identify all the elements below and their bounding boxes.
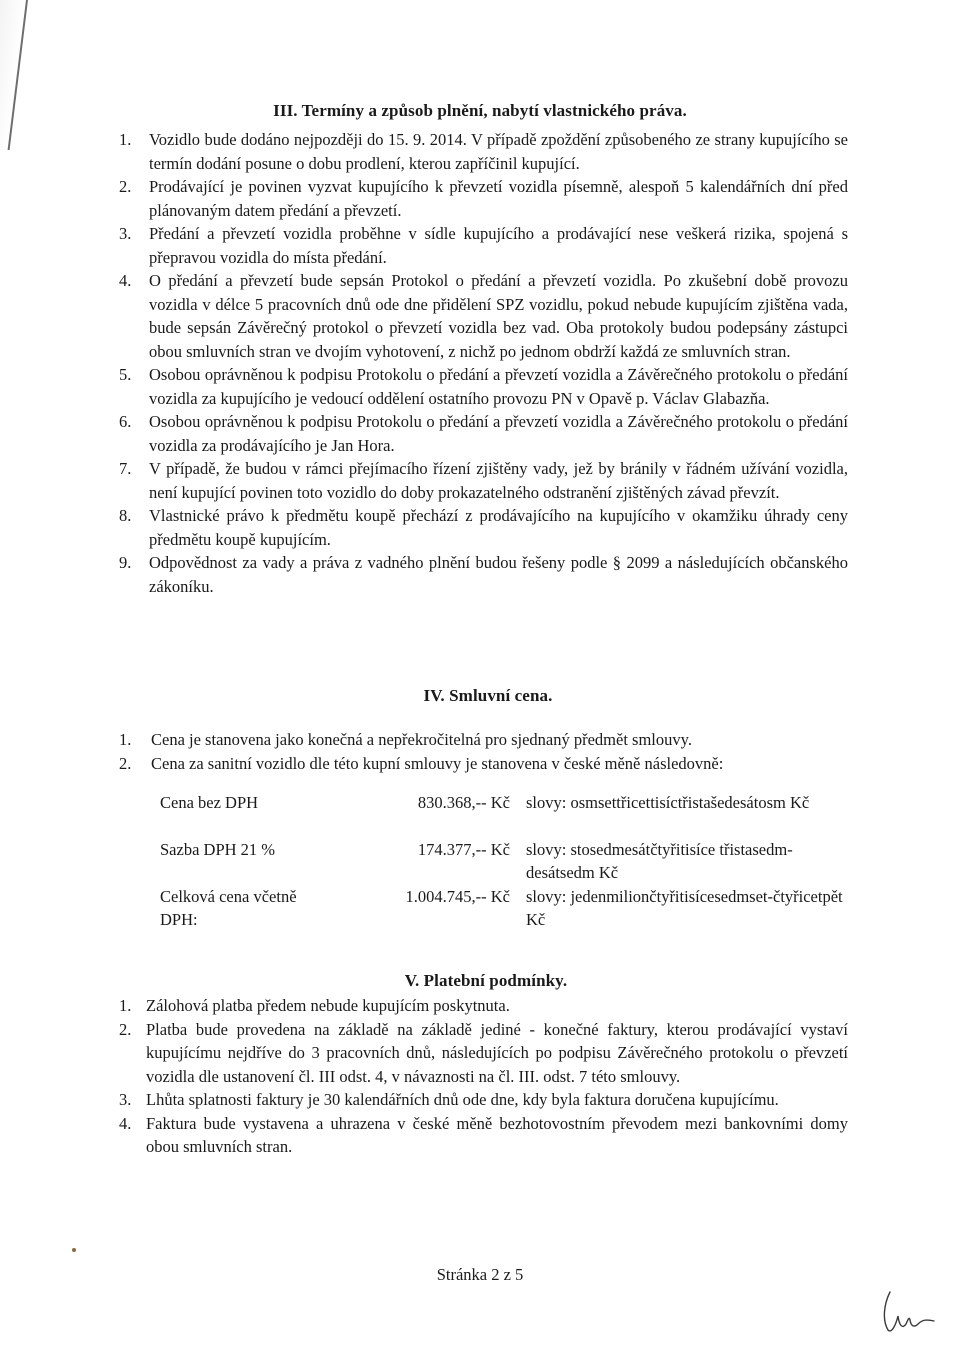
list-item [119,728,848,752]
item-text: Cena je stanovena jako konečná a nepřekročitelná pro sjednaný předmět smlouvy. [151,730,692,749]
item-text: Prodávající je povinen vyzvat kupujícího k převzetí vozidla písemně, alespoň 5 kalendářních dní před plánovaným datem předání a převzetí. [149,177,848,220]
item-text: V případě, že budou v rámci přejímacího řízení zjištěny vady, jež by bránily v řádném užívání vozidla, není kupující povinen toto vozidlo do doby prokazatelného odstranění zjištěných závad převzít. [149,459,848,502]
item-text: O předání a převzetí bude sepsán Protokol o předání a převzetí vozidla. Po zkušební době provozu vozidla v délce 5 pracovních dnů ode dne přidělení SPZ vozidlu, pokud nebude kupujícím zjištěna vada, bude sepsán Závěrečný protokol o převzetí vozidla bez vad. Oba protokoly budou podepsány zástupci obou smluvních stran ve dvojím vyhotovení, z nichž po jednom obdrží každá ze smluvních stran. [149,271,848,361]
section-4-title: IV. Smluvní cena. [423,686,553,705]
list-item [119,363,848,410]
price-label: Celková cena včetně DPH: [160,887,297,929]
price-words: slovy: stosedmesátčtyřitisíce třistasedm-desátsedm Kč [526,840,793,882]
item-text: Zálohová platba předem nebude kupujícím poskytnuta. [146,996,510,1015]
item-number: 2. [119,1019,132,1039]
section-3-list [119,128,848,598]
item-number: 4. [119,271,132,290]
price-label: Sazba DPH 21 % [160,840,276,859]
list-item [119,175,848,222]
list-item [119,128,848,175]
section-3-title: III. Termíny a způsob plnění, nabytí vlastnického práva. [273,101,687,120]
list-item [119,752,751,776]
item-number: 1. [119,130,132,149]
price-row-vat [160,839,860,886]
price-words: slovy: osmsettřicettisíctřistašedesátosm Kč [526,793,810,812]
item-number: 1. [119,730,132,749]
item-text: Platba bude provedena na základě na základě jediné - konečné faktury, kterou prodávající vystaví kupujícímu nejdříve do 3 pracovních dnů, následujících po podpisu Závěrečného protokolu o převzetí vozidla dle ustanovení čl. III odst. 4, v návaznosti na čl. III. odst. 7 této smlouvy. [146,1019,848,1086]
price-amount: 830.368,-- Kč [417,793,510,812]
price-words: slovy: jedenmiliončtyřitisícesedmset-čtyřicetpět Kč [526,887,843,929]
item-text: Odpovědnost za vady a práva z vadného plnění budou řešeny podle § 2099 a následujících občanského zákoníku. [149,553,848,596]
item-text: Lhůta splatnosti faktury je 30 kalendářních dnů ode dne, kdy byla faktura doručena kupujícímu. [146,1090,779,1109]
item-text: Předání a převzetí vozidla proběhne v sídle kupujícího a prodávající nese veškerá rizika, spojená s přepravou vozidla do místa předání. [149,224,848,267]
list-item [119,994,848,1018]
item-text: Osobou oprávněnou k podpisu Protokolu o předání a převzetí vozidla a Závěrečného protokolu o předání vozidla za prodávajícího je Jan Hora. [149,412,848,455]
page-number: Stránka 2 z 5 [436,1265,524,1284]
price-table [160,792,860,933]
list-item [119,1018,848,1089]
initials-signature [878,1286,948,1336]
item-number: 5. [119,365,132,384]
list-item [119,410,848,457]
list-item [119,1112,848,1159]
item-text: Cena za sanitní vozidlo dle této kupní smlouvy je stanovena v české měně následovně: [151,753,724,773]
price-row-net [160,792,860,839]
list-item [119,222,848,269]
section-5-title: V. Platební podmínky. [404,971,568,990]
ink-dot [72,1248,76,1252]
item-number: 2. [119,177,132,196]
item-number: 2. [119,753,132,773]
item-text: Osobou oprávněnou k podpisu Protokolu o předání a převzetí vozidla a Závěrečného protokolu o předání vozidla za kupujícího je vedoucí oddělení ostatního provozu PN v Opavě p. Václav Glabazňa. [149,365,848,408]
item-number: 3. [119,1090,132,1109]
price-row-total [160,886,860,933]
item-text: Vlastnické právo k předmětu koupě přechází z prodávajícího na kupujícího v okamžiku úhrady ceny předmětu koupě kupujícím. [149,506,848,549]
price-amount: 1.004.745,-- Kč [405,887,510,906]
section-4-list [119,728,848,775]
item-number: 4. [119,1113,132,1133]
list-item [119,1088,848,1112]
item-number: 1. [119,996,132,1015]
list-item [119,269,848,363]
scan-page-corner [0,0,28,150]
price-amount: 174.377,-- Kč [417,840,510,859]
list-item [119,551,848,598]
item-number: 3. [119,224,132,243]
item-text: Faktura bude vystavena a uhrazena v české měně bezhotovostním převodem mezi bankovními domy obou smluvních stran. [146,1113,848,1156]
item-number: 8. [119,506,132,525]
item-text: Vozidlo bude dodáno nejpozději do 15. 9. 2014. V případě zpoždění způsobeného ze strany kupujícího se termín dodání posune o dobu prodlení, kterou zapříčinil kupující. [149,130,848,173]
list-item [119,504,848,551]
item-number: 6. [119,412,132,431]
section-5-list [119,994,848,1159]
item-number: 7. [119,459,132,478]
price-label: Cena bez DPH [160,793,259,812]
item-number: 9. [119,553,132,572]
list-item [119,457,848,504]
